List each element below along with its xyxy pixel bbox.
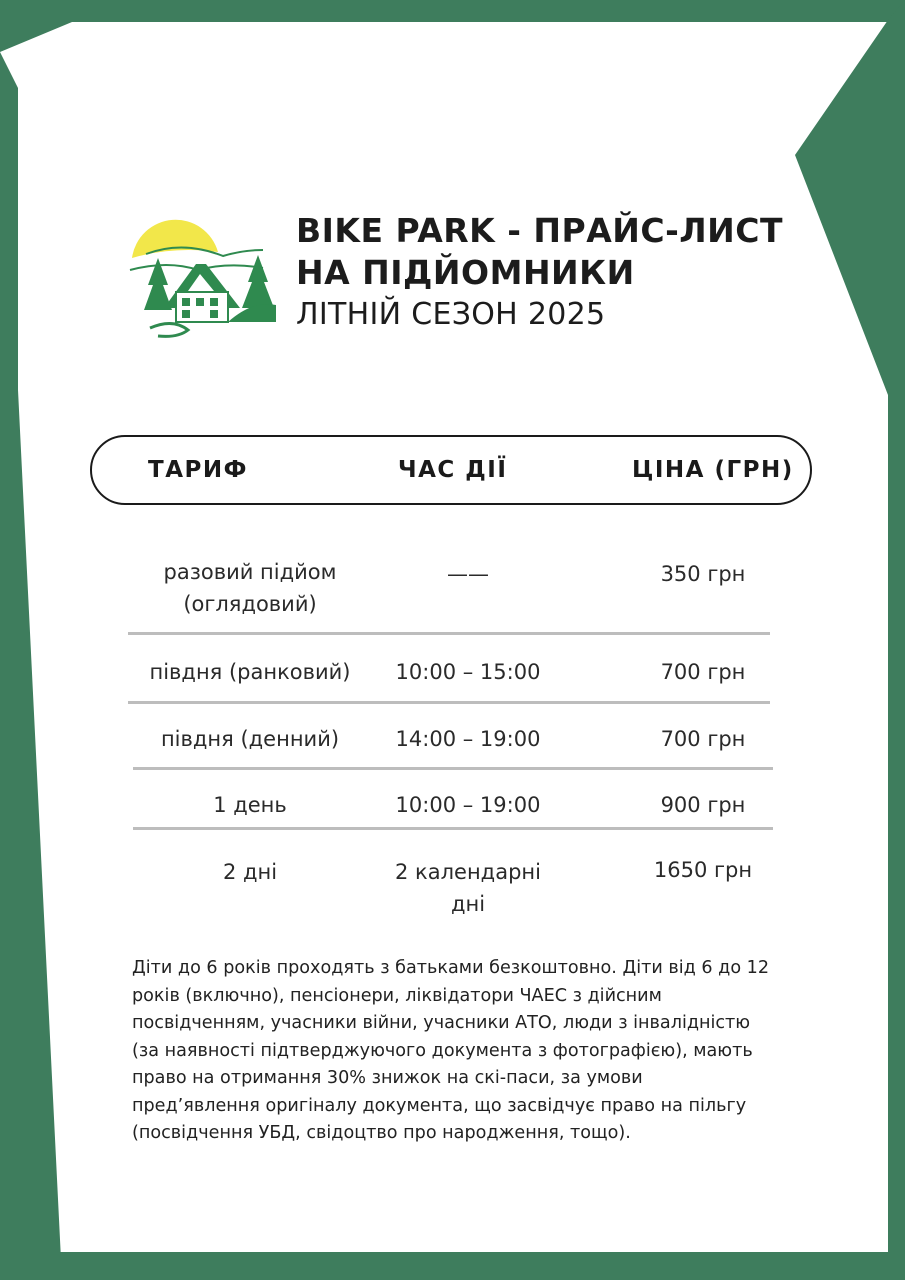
window-icon	[210, 298, 218, 306]
table-row-1-tariff	[135, 556, 365, 620]
table-row-4-time: 10:00 – 19:00	[395, 793, 541, 817]
table-row-3-price: 700 грн	[660, 727, 746, 751]
window-icon	[182, 298, 190, 306]
resort-logo	[128, 210, 278, 345]
table-header	[90, 435, 812, 505]
page-title-line1: BIKE PARK - ПРАЙС-ЛИСТ	[296, 211, 784, 250]
table-row-2-tariff: півдня (ранковий)	[149, 660, 351, 684]
column-header-time: ЧАС ДІЇ	[398, 457, 508, 483]
table-row-4-tariff: 1 день	[213, 793, 287, 817]
table-row-5-time	[373, 856, 563, 920]
window-icon	[196, 298, 204, 306]
title-block	[296, 210, 783, 336]
table-row-2-price: 700 грн	[660, 660, 746, 684]
green-frame-top-left	[0, 0, 905, 52]
row-divider	[128, 701, 770, 704]
time-line: 2 календарні	[395, 860, 541, 884]
green-frame-bottom	[0, 1252, 905, 1280]
page-subtitle: ЛІТНІЙ СЕЗОН 2025	[296, 297, 606, 332]
path-icon	[150, 323, 188, 336]
window-icon	[182, 310, 190, 318]
row-divider	[128, 632, 770, 635]
column-header-tariff: ТАРИФ	[148, 457, 248, 483]
table-row-5-price: 1650 грн	[653, 858, 753, 882]
table-row-5-tariff: 2 дні	[222, 860, 278, 884]
table-row-1-price: 350 грн	[660, 562, 746, 586]
table-row-3-time: 14:00 – 19:00	[395, 727, 541, 751]
note-line: Діти до 6 років проходять з батьками безкоштовно. Діти від 6 до 12	[132, 958, 770, 978]
green-frame-left	[0, 52, 62, 1280]
tree-icon	[242, 255, 274, 308]
note-line: років (включно), пенсіонери, ліквідатори ЧАЕС з дійсним	[132, 985, 662, 1006]
table-row-1-time: ——	[447, 562, 489, 586]
row-divider	[133, 767, 773, 770]
table-row-4-price: 900 грн	[660, 793, 746, 817]
note-line: пред’явлення оригіналу документа, що засвідчує право на пільгу	[132, 1095, 747, 1116]
sun-icon	[132, 220, 218, 258]
note-line: (за наявності підтверджуючого документа з фотографією), мають	[132, 1040, 753, 1061]
row-divider	[133, 827, 773, 830]
time-line: дні	[450, 892, 486, 916]
tariff-line: (оглядовий)	[183, 592, 317, 616]
column-header-price: ЦІНА (ГРН)	[632, 457, 794, 483]
table-row-2-time: 10:00 – 15:00	[395, 660, 541, 684]
note-line: право на отримання 30% знижок на скі-паси, за умови	[132, 1068, 643, 1088]
note-line: посвідченням, учасники війни, учасники АТО, люди з інвалідністю	[132, 1013, 751, 1033]
page-title-line2: НА ПІДЙОМНИКИ	[296, 253, 635, 292]
tariff-line: разовий підйом	[163, 560, 337, 584]
table-row-3-tariff: півдня (денний)	[160, 727, 340, 751]
note-line: (посвідчення УБД, свідоцтво про народження, тощо).	[132, 1123, 631, 1143]
window-icon	[210, 310, 218, 318]
discount-note	[132, 955, 812, 1148]
